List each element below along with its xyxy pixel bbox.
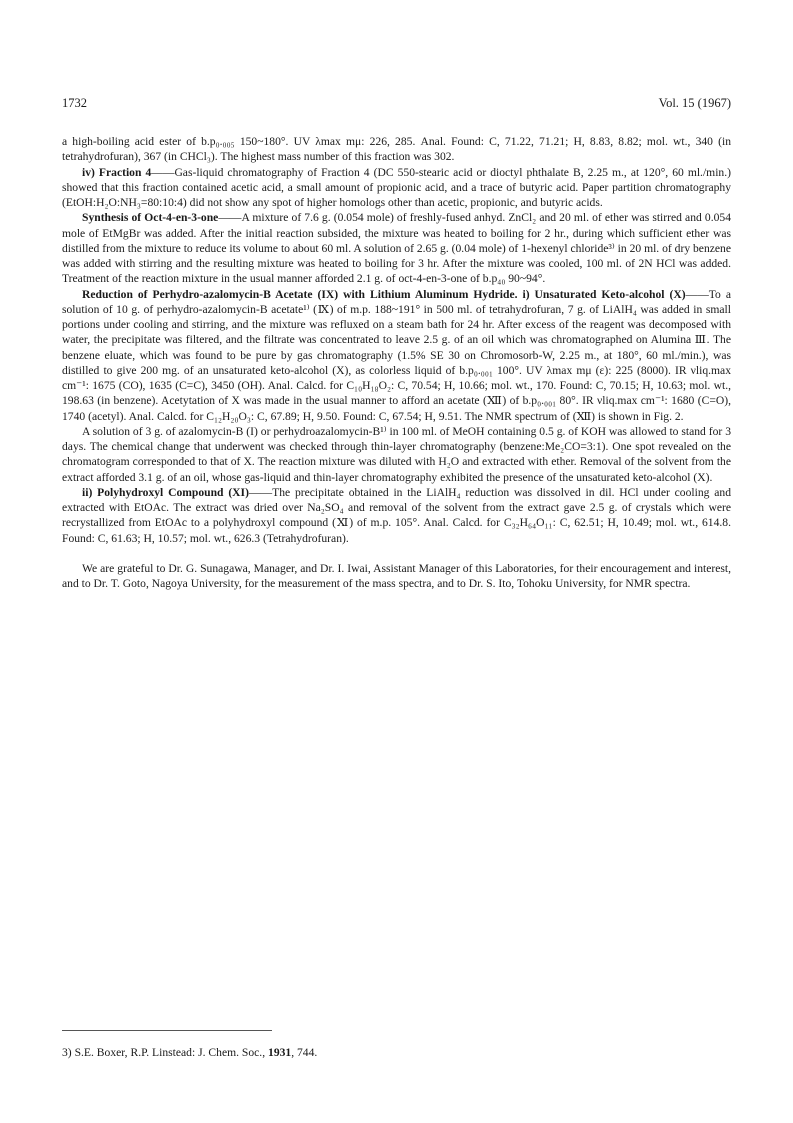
paragraph-text: ——To a solution of 10 g. of perhydro-azalomycin-B acetate¹⁾ (Ⅸ) of m.p. 188~191° in 500 ml. of tetrahydrofuran, 7 g. of LiAlH₄ was added in small portions under cooling and stirring, and the mixture was refluxed on a steam bath for 24 hr. After excess of the reagent was decomposed with water, the precipitate was filtered, and the filtrate was concentrated to leave 2.5 g. of an oil which was chromatographed on Alumina Ⅲ. The benzene eluate, which was found to be pure by gas chromatography (1.5% SE 30 on Chromosorb-W, 2.25 m., at 180°, 60 ml./min.), was distilled to give 200 mg. of an unsaturated keto-alcohol (X), as colorless liquid of b.p₀.₀₀₁ 100°. UV λmax mμ (ε): 225 (8000). IR νliq.max cm⁻¹: 1675 (CO), 1635 (C=C), 3450 (OH). Anal. Calcd. for C₁₀H₁₈O₂: C, 70.54; H, 10.66; mol. wt., 170. Found: C, 70.15; H, 10.63; mol. wt., 198.63 (in benzene). Acetytation of X was made in the usual manner to afford an acetate (Ⅻ) of b.p₀.₀₀₁ 80°. IR νliq.max cm⁻¹: 1680 (C=O), 1740 (acetyl). Anal. Calcd. for C₁₂H₂₀O₃: C, 67.89; H, 9.50. Found: C, 67.54; H, 9.51. The NMR spectrum of (Ⅻ) is shown in Fig. 2. — [62, 287, 731, 423]
article-body — [62, 134, 731, 591]
footnote-pages: , 744. — [291, 1046, 318, 1059]
paragraph — [62, 165, 731, 211]
footnote-journal: J. Chem. Soc., — [198, 1046, 266, 1059]
paragraph-text: A solution of 3 g. of azalomycin-B (I) or perhydroazalomycin-B¹⁾ in 100 ml. of MeOH containing 0.5 g. of KOH was allowed to stand for 3 days. The chemical change that underwent was checked through thin-layer chromatography (benzene:Me₂CO=3:1). One spot revealed on the chromatogram corresponded to that of X. The reaction mixture was diluted with H₂O and extracted with ether. Removal of the solvent from the extract afforded 3.1 g. of an oil, whose gas-liquid and thin-layer chromatography exhibited the presence of the unsaturated keto-alcohol (X). — [62, 424, 731, 484]
paragraph — [62, 424, 731, 485]
paragraph-text: ——Gas-liquid chromatography of Fraction 4 (DC 550-stearic acid or dioctyl phthalate B, 2.25 m., at 120°, 60 ml./min.) showed that this fraction contained acetic acid, a small amount of propionic acid, and a trace of butyric acid. Paper partition chromatography (EtOH:H₂O:NH₃=80:10:4) did not show any spot of higher homologs other than acetic, propionic, and butyric acids. — [62, 165, 731, 209]
paragraph — [62, 134, 731, 165]
footnote — [62, 1045, 731, 1060]
section-heading: Reduction of Perhydro-azalomycin-B Acetate (IX) with Lithium Aluminum Hydride. i) Unsaturated Keto-alcohol (X) — [82, 287, 686, 301]
paragraph-text: a high-boiling acid ester of b.p₀.₀₀₅ 150~180°. UV λmax mμ: 226, 285. Anal. Found: C, 71.22, 71.21; H, 8.83, 8.82; mol. wt., 340 (in tetrahydrofuran), 367 (in CHCl₃). The highest mass number of this fraction was 302. — [62, 135, 731, 164]
acknowledgement: We are grateful to Dr. G. Sunagawa, Manager, and Dr. I. Iwai, Assistant Manager of this Laboratories, for their encouragement and interest, and to Dr. T. Goto, Nagoya University, for the measurement of the mass spectra, and to Dr. S. Ito, Tohoku University, for NMR spectra. — [62, 561, 731, 590]
paragraph-text: ——A mixture of 7.6 g. (0.054 mole) of freshly-fused anhyd. ZnCl₂ and 20 ml. of ether was stirred and 0.054 mole of EtMgBr was added. After the initial reaction subsided, the mixture was heated to boiling for 2 hr., during which sufficient ether was distilled from the mixture to reduce its volume to about 60 ml. A solution of 2.65 g. (0.04 mole) of 1-hexenyl chloride³⁾ in 20 ml. of dry benzene was added with stirring and the resulting mixture was heated to boiling for 3 hr. After the mixture was cooled, 100 ml. of 2N HCl was added. Treatment of the reaction mixture in the usual manner afforded 2.1 g. of oct-4-en-3-one of b.p₄₀ 90~94°. — [62, 211, 731, 286]
footnote-divider — [62, 1030, 272, 1031]
page-number: 1732 — [62, 96, 87, 110]
footnote-year: 1931 — [268, 1046, 292, 1059]
paragraph — [62, 210, 731, 286]
page-header — [62, 96, 731, 112]
paragraph — [62, 485, 731, 546]
paragraph — [62, 287, 731, 424]
section-heading: Synthesis of Oct-4-en-3-one — [82, 211, 219, 225]
paragraph-text: ——The precipitate obtained in the LiAlH₄ reduction was dissolved in dil. HCl under cooling and extracted with EtOAc. The extract was dried over Na₂SO₄ and removal of the solvent from the extract gave 2.5 g. of crystals which were recrystallized from EtOAc to a polyhydroxyl compound (Ⅺ) of m.p. 105°. Anal. Calcd. for C₃₂H₆₄O₁₁: C, 62.51; H, 10.49; mol. wt., 614.8. Found: C, 61.63; H, 10.57; mol. wt., 626.3 (Tetrahydrofuran). — [62, 485, 731, 545]
section-heading: ii) Polyhydroxyl Compound (XI) — [82, 485, 249, 499]
section-heading: iv) Fraction 4 — [82, 165, 152, 179]
footnote-marker: 3) — [62, 1046, 72, 1059]
footnote-authors: S.E. Boxer, R.P. Linstead: — [74, 1046, 196, 1059]
volume-label: Vol. 15 (1967) — [658, 96, 731, 110]
